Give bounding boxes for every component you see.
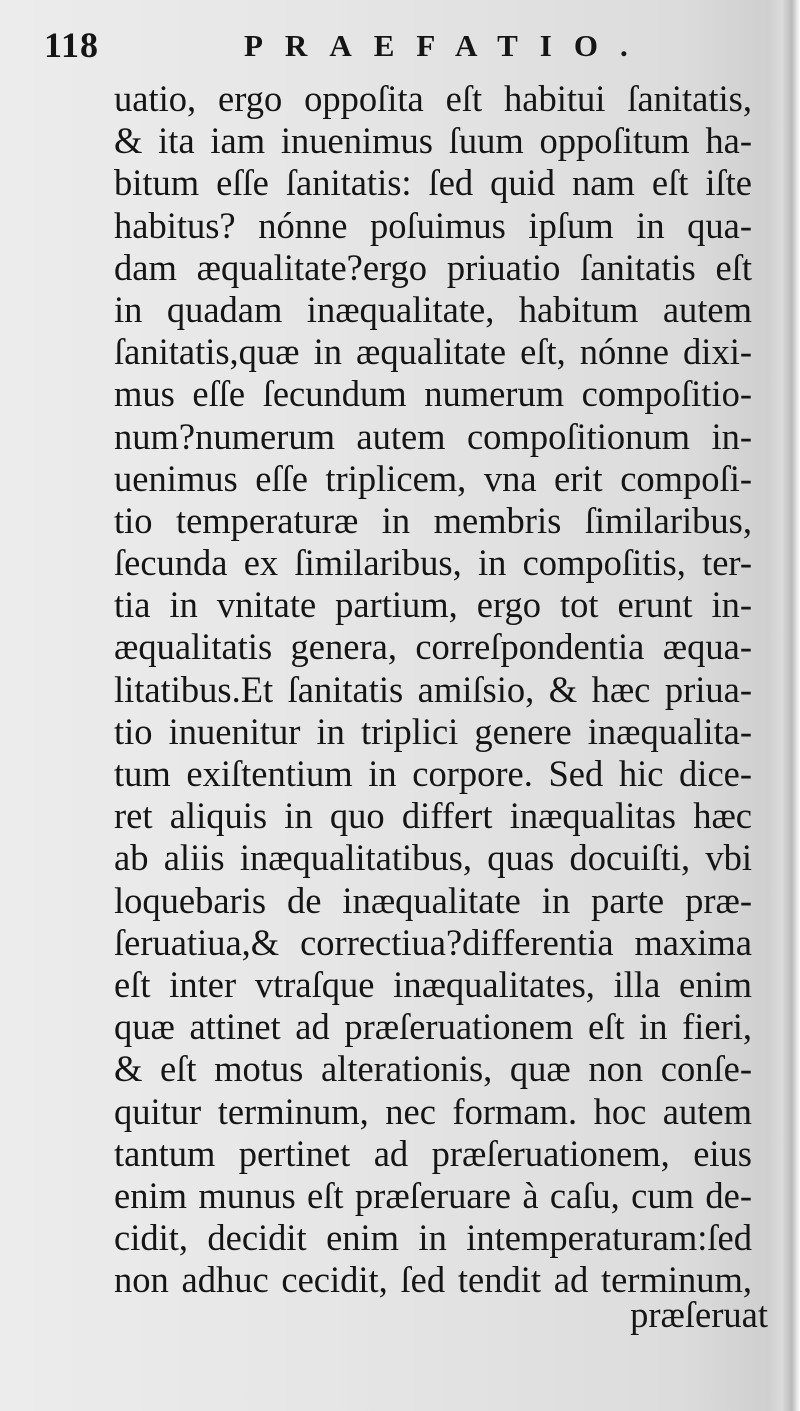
running-head: PRAEFATIO. (244, 28, 650, 63)
text-line: litatibus.Et ſanitatis amiſsio, & hæc priua- (114, 668, 752, 710)
page-edge-shadow (782, 0, 800, 1411)
page-number: 118 (44, 25, 100, 65)
text-line: ab aliis inæqualitatibus, quas docuiſti, vbi (114, 837, 752, 879)
text-line: & eſt motus alterationis, quæ non conſe- (114, 1048, 752, 1090)
text-line: quitur terminum, nec formam. hoc autem (114, 1090, 752, 1132)
page-header (44, 20, 764, 64)
text-line: ſanitatis,quæ in æqualitate eſt, nónne dixi- (114, 331, 752, 373)
text-line: dam æqualitate?ergo priuatio ſanitatis eſt (114, 246, 752, 288)
text-line: quæ attinet ad præſeruationem eſt in fieri, (114, 1006, 752, 1048)
text-line: tio temperaturæ in membris ſimilaribus, (114, 499, 752, 541)
text-line: uenimus eſſe triplicem, vna erit compoſi- (114, 457, 752, 499)
text-line: loquebaris de inæqualitate in parte præ- (114, 879, 752, 921)
text-line: ret aliquis in quo differt inæqualitas hæc (114, 795, 752, 837)
text-line: tia in vnitate partium, ergo tot erunt in- (114, 584, 752, 626)
text-line: tantum pertinet ad præſeruationem, eius (114, 1132, 752, 1174)
text-line: ſecunda ex ſimilaribus, in compoſitis, ter- (114, 542, 752, 584)
text-line: bitum eſſe ſanitatis: ſed quid nam eſt iſte (114, 162, 752, 204)
text-line: non adhuc cecidit, ſed tendit ad terminum, (114, 1259, 752, 1301)
text-line: mus eſſe ſecundum numerum compoſitio- (114, 373, 752, 415)
text-line: & ita iam inuenimus ſuum oppoſitum ha- (114, 120, 752, 162)
text-line: tio inuenitur in triplici genere inæqualita- (114, 710, 752, 752)
text-line: eſt inter vtraſque inæqualitates, illa enim (114, 963, 752, 1005)
text-line: num?numerum autem compoſitionum in- (114, 415, 752, 457)
text-line: enim munus eſt præſeruare à caſu, cum de- (114, 1174, 752, 1216)
text-line: in quadam inæqualitate, habitum autem (114, 288, 752, 330)
text-line: æqualitatis genera, correſpondentia æqua- (114, 626, 752, 668)
catchword: præſeruat (630, 1294, 768, 1335)
text-line: habitus? nónne poſuimus ipſum in qua- (114, 204, 752, 246)
body-text (114, 78, 752, 1301)
text-line: cidit, decidit enim in intemperaturam:ſed (114, 1217, 752, 1259)
text-line: uatio, ergo oppoſita eſt habitui ſanitatis, (114, 78, 752, 119)
text-line: tum exiſtentium in corpore. Sed hic dice- (114, 753, 752, 794)
text-line: ſeruatiua,& correctiua?differentia maxima (114, 921, 752, 963)
